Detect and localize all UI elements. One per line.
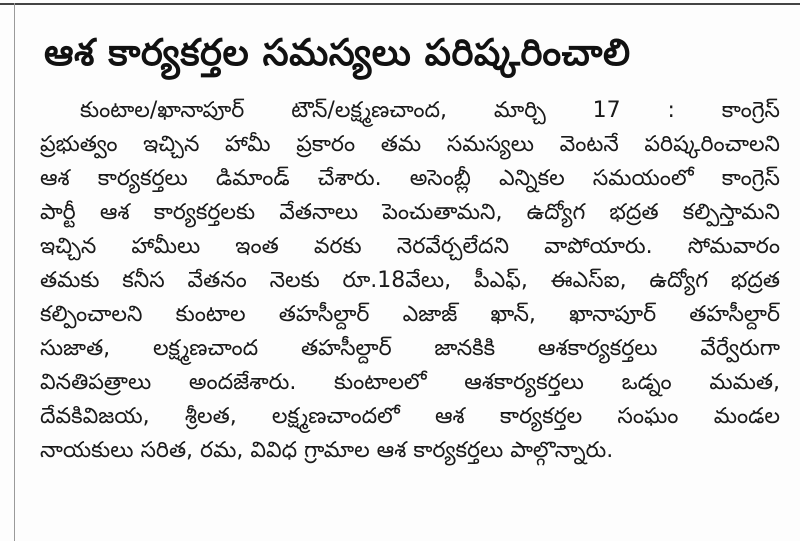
body-line: సుజాత, లక్ష్మణచాంద తహసీల్దార్ జానకికి ఆశకార్యకర్తలు వేర్వేరుగా [40,336,780,361]
article-body [40,94,780,468]
body-line: ప్రభుత్వం ఇచ్చిన హామీ ప్రకారం తమ సమస్యలు వెంటనే పరిష్కరించాలని [40,132,780,157]
body-line: దేవకివిజయ, శ్రీలత, లక్ష్మణచాందలో ఆశ కార్యకర్తల సంఘం మండల [40,404,780,429]
top-border-rule [0,3,800,5]
body-line: ఆశ కార్యకర్తలు డిమాండ్ చేశారు. అసెంబ్లీ ఎన్నికల సమయంలో కాంగ్రెస్ [40,166,780,191]
left-column-rule [14,3,15,541]
body-line: ఇచ్చిన హామీలు ఇంత వరకు నెరవేర్చలేదని వాపోయారు. సోమవారం [40,234,780,259]
body-line: కుంటాల/ఖానాపూర్ టౌన్/లక్ష్మణచాంద, మార్చి 17 : కాంగ్రెస్ [80,98,780,123]
body-line: వినతిపత్రాలు అందజేశారు. కుంటాలలో ఆశకార్యకర్తలు ఒడ్నం మమత, [40,370,780,395]
article-headline: ఆశ కార్యకర్తల సమస్యలు పరిష్కరించాలి [44,31,631,74]
body-line: నాయకులు సరిత, రమ, వివిధ గ్రామాల ఆశ కార్యకర్తలు పాల్గొన్నారు. [40,438,614,463]
body-line: పార్టీ ఆశ కార్యకర్తలకు వేతనాలు పెంచుతామని, ఉద్యోగ భద్రత కల్పిస్తామని [40,200,780,225]
body-line: కల్పించాలని కుంటాల తహసీల్దార్ ఎజాజ్ ఖాన్, ఖానాపూర్ తహసీల్దార్ [40,302,780,327]
body-line: తమకు కనీస వేతనం నెలకు రూ.18వేలు, పీఎఫ్, ఈఎస్ఐ, ఉద్యోగ భద్రత [40,268,780,293]
